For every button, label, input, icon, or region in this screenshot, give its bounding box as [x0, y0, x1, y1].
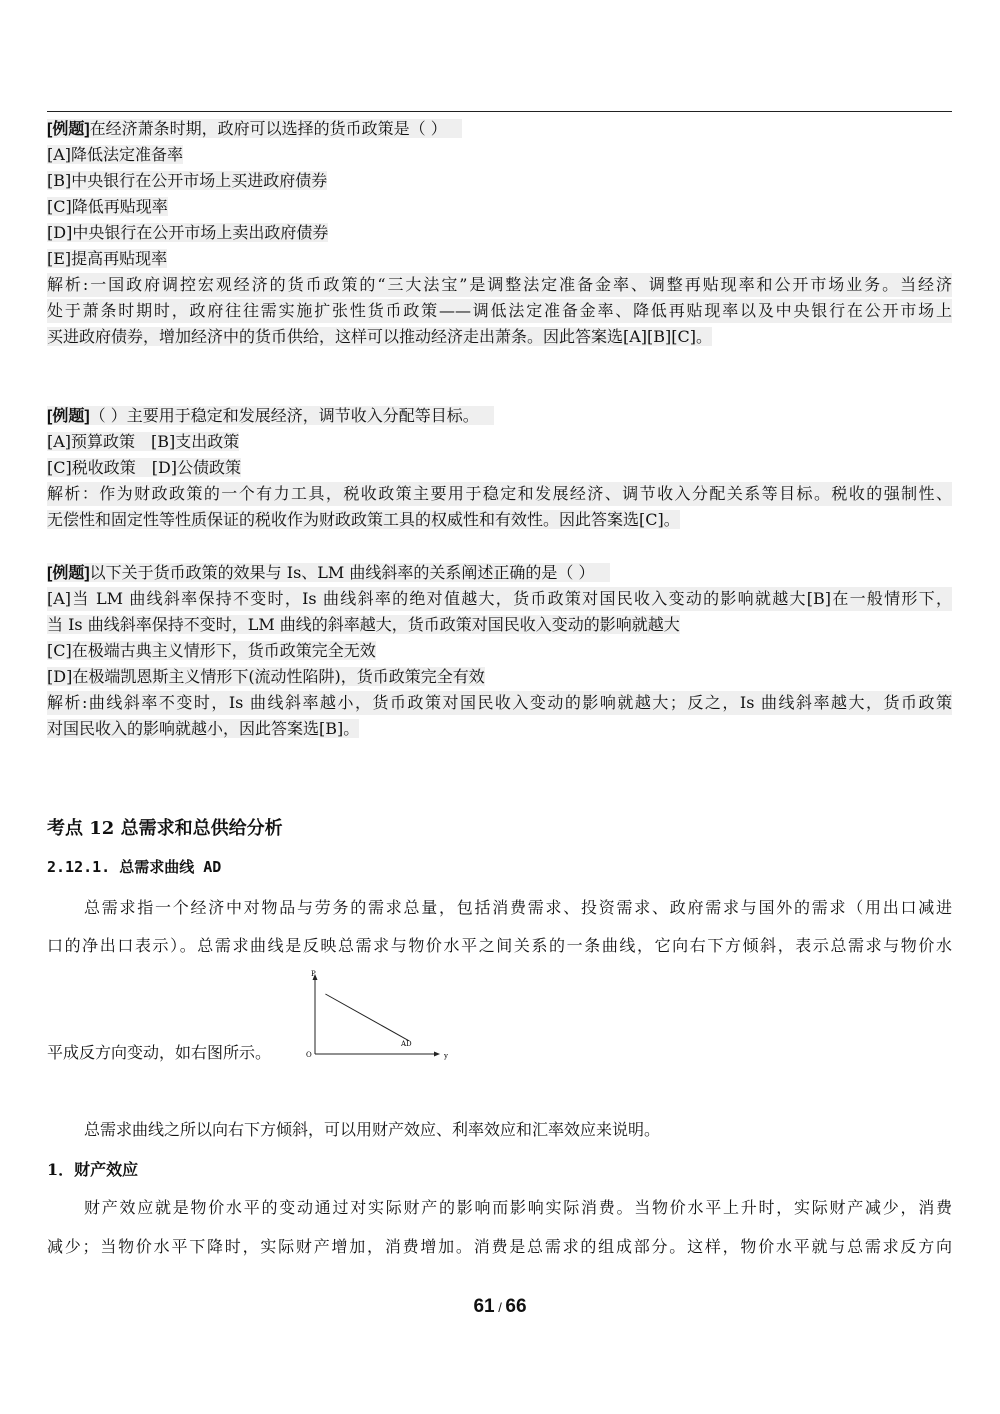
- q1-option: [D]中央银行在公开市场上卖出政府债券: [47, 223, 329, 242]
- page-number: [0, 1296, 1000, 1318]
- q3-option: 当 Is 曲线斜率保持不变时，LM 曲线的斜率越大，货币政策对国民收入变动的影响就越大: [47, 615, 680, 634]
- q1-analysis-line: 处于萧条时期时，政府往往需实施扩张性货币政策——调低法定准备金率、降低再贴现率以及中央银行在公开市场上: [47, 299, 952, 323]
- para1-line: 平成反方向变动，如右图所示。: [47, 1043, 272, 1062]
- q2-analysis-line: 解析：作为财政政策的一个有力工具，税收政策主要用于稳定和发展经济、调节收入分配关系等目标。税收的强制性、: [47, 482, 952, 506]
- page-total: 66: [505, 1296, 527, 1317]
- q1-option: [B]中央银行在公开市场上买进政府债券: [47, 171, 328, 190]
- header-rule: [47, 111, 952, 112]
- section-subtitle: 2.12.1. 总需求曲线 AD: [47, 858, 222, 876]
- q1-option: [A]降低法定准备率: [47, 145, 184, 164]
- q3-option: [A]当 LM 曲线斜率保持不变时，Is 曲线斜率的绝对值越大，货币政策对国民收入变动的影响就越大[B]在一般情形下，: [47, 587, 952, 611]
- q2-stem: （ ）主要用于稳定和发展经济，调节收入分配等目标。: [89, 406, 479, 425]
- q3-option: [D]在极端凯恩斯主义情形下(流动性陷阱)，货币政策完全有效: [47, 667, 485, 686]
- q1-option: [E]提高再贴现率: [47, 249, 168, 268]
- para3-line: 财产效应就是物价水平的变动通过对实际财产的影响而影响实际消费。当物价水平上升时，实际财产减少，消费: [84, 1198, 952, 1217]
- q3-stem: 以下关于货币政策的效果与 Is、LM 曲线斜率的关系阐述正确的是（ ）: [89, 563, 595, 582]
- q3-analysis-line: 解析:曲线斜率不变时，Is 曲线斜率越小，货币政策对国民收入变动的影响就越大；反之，Is 曲线斜率越大，货币政策: [47, 691, 952, 715]
- q3-analysis-line: 对国民收入的影响就越小，因此答案选[B]。: [47, 719, 360, 738]
- q3-stem-line: [47, 561, 610, 586]
- q2-analysis-line: 无偿性和固定性等性质保证的税收作为财政政策工具的权威性和有效性。因此答案选[C]。: [47, 510, 680, 529]
- section-title: 考点 12 总需求和总供给分析: [47, 818, 283, 839]
- q2-stem-line: [47, 404, 494, 429]
- origin-label: O: [306, 1051, 312, 1059]
- x-axis-arrow: [434, 1052, 440, 1057]
- q1-label: [例题]: [47, 121, 90, 138]
- q1-analysis-line: 买进政府债券，增加经济中的货币供给，这样可以推动经济走出萧条。因此答案选[A][B][C]。: [47, 327, 713, 346]
- page-separator: /: [494, 1300, 506, 1315]
- para2: 总需求曲线之所以向右下方倾斜，可以用财产效应、利率效应和汇率效应来说明。: [84, 1120, 661, 1139]
- q2-option: [C]税收政策: [47, 458, 136, 477]
- ad-curve: [325, 994, 408, 1041]
- subheading-wealth-effect: 1．财产效应: [47, 1160, 139, 1179]
- para1-line: 口的净出口表示）。总需求曲线是反映总需求与物价水平之间关系的一条曲线，它向右下方倾斜，表示总需求与物价水: [47, 936, 952, 955]
- para1-line: 总需求指一个经济中对物品与劳务的需求总量，包括消费需求、投资需求、政府需求与国外的需求（用出口减进: [84, 898, 952, 917]
- q1-stem: 在经济萧条时期，政府可以选择的货币政策是（ ）: [89, 119, 447, 138]
- q2-label: [例题]: [47, 408, 90, 425]
- y-axis-label: P: [311, 970, 316, 978]
- q2-option: [D]公债政策: [151, 458, 242, 477]
- para3-line: 减少；当物价水平下降时，实际财产增加，消费增加。消费是总需求的组成部分。这样，物价水平就与总需求反方向: [47, 1237, 952, 1256]
- q1-stem-line: [47, 117, 462, 142]
- q2-option: [A]预算政策: [47, 432, 136, 451]
- q3-option: [C]在极端古典主义情形下，货币政策完全无效: [47, 641, 376, 660]
- ad-curve-chart: [300, 968, 450, 1068]
- q1-analysis-line: 解析:一国政府调控宏观经济的货币政策的“三大法宝”是调整法定准备金率、调整再贴现率和公开市场业务。当经济: [47, 273, 952, 297]
- x-axis-label: y: [444, 1052, 448, 1060]
- q3-label: [例题]: [47, 565, 90, 582]
- page-current: 61: [473, 1296, 495, 1317]
- ad-series-label: AD: [401, 1040, 412, 1048]
- q1-option: [C]降低再贴现率: [47, 197, 168, 216]
- q2-option: [B]支出政策: [151, 432, 240, 451]
